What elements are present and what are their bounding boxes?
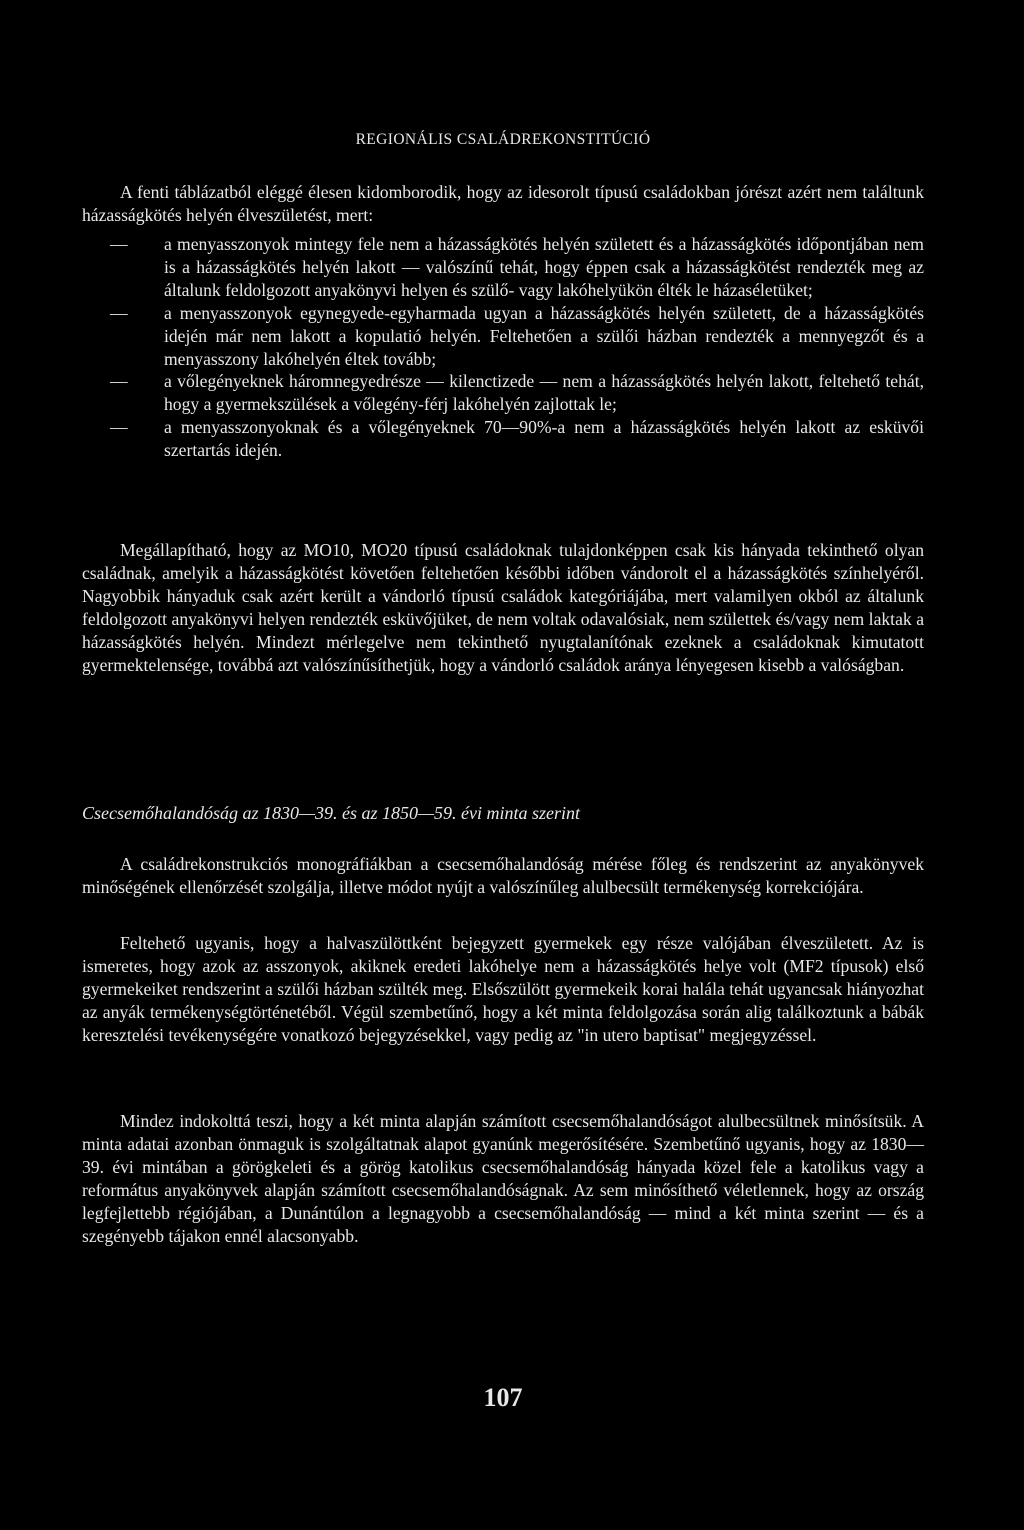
dash-bullet: — xyxy=(110,302,128,323)
list-item xyxy=(82,302,924,371)
intro-paragraph xyxy=(82,181,924,227)
inline-sentence: Feltehetően a szülői házban rendezték a mennyegzőt és a menyasszony lakóhelyén éltek tovább; xyxy=(164,325,925,369)
list-item xyxy=(82,233,924,302)
running-header: REGIONÁLIS CSALÁDREKONSTITÚCIÓ xyxy=(355,131,651,148)
paragraph-1: A családrekonstrukciós monográfiákban a csecsemőhalandóság mérése főleg és rendszerint az anyakönyvek minőségének ellenőrzését szolgálja, illetve módot nyújt a valószínűleg alulbecsült termékenység korrekciójára. xyxy=(82,854,924,897)
paragraph-megallapithato: Megállapítható, hogy az MO10, MO20 típusú családoknak tulajdonképpen csak kis hányada tekinthető olyan családnak, amelyik a házasságkötést követően feltehetően későbbi időben vándorolt el a házasságkötés színhelyéről. Nagyobbik hányaduk csak azért került a vándorló típusú családok kategóriájába, mert valamilyen okból az általunk feldolgozott anyakönyvi helyen rendezték esküvőjüket, de nem voltak odavalósiak, nem születtek és/vagy nem laktak a házasságkötés helyén. Mindezt mérlegelve nem tekinthető nyugtalanítónak ezeknek a családoknak kimutatott gyermektelensége, továbbá azt valószínűsíthetjük, hogy a vándorló családok aránya lényegesen kisebb a valóságban. xyxy=(82,540,924,675)
list-item-text: a menyasszonyok egynegyede-egyharmada ugyan a házasságkötés helyén született, de a házasságkötés idején már nem lakott a kopulatió helyén. xyxy=(164,302,924,346)
list-item-text: a menyasszonyoknak és a vőlegényeknek 70—90%-a nem a házasságkötés helyén lakott az esküvői szertartás idején. xyxy=(164,417,924,461)
list-item-text: a menyasszonyok mintegy fele nem a házasságkötés helyén született és a házasságkötés időpontjában nem is a házasságkötés helyén lakott — valószínű tehát, hogy éppen csak a házasságkötést rendezték meg az általunk feldolgozott anyakönyvi helyen és szülő- vagy lakóhelyükön élték le házaséletüket; xyxy=(164,234,924,300)
paragraph-3: Mindez indokolttá teszi, hogy a két minta alapján számított csecsemőhalandóságot alulbecsültnek minősítsük. A minta adatai azonban önmaguk is szolgáltatnak alapot gyanúnk megerősítésére. Szembetűnő ugyanis, hogy az 1830—39. évi mintában a görögkeleti és a görög katolikus csecsemőhalandóság hányada közel fele a katolikus vagy a református anyakönyvek alapján számított csecsemőhalandóságnak. Az sem minősíthető véletlennek, hogy az ország legfejlettebb régiójában, a Dunántúlon a legnagyobb a csecsemőhalandóság — mind a két minta szerint — és a szegényebb tájakon ennél alacsonyabb. xyxy=(82,1111,924,1246)
list-item xyxy=(82,416,924,462)
page-number: 107 xyxy=(483,1383,523,1412)
reasons-list xyxy=(82,233,924,462)
paragraph-2: Feltehető ugyanis, hogy a halvaszülöttként bejegyzett gyermekek egy része valójában élveszületett. Az is ismeretes, hogy azok az asszonyok, akiknek eredeti lakóhelye nem a házasságkötés helye volt (MF2 típusok) első gyermekeiket rendszerint a szülői házban szülték meg. Elsőszülött gyermekeik korai halála tehát ugyancsak hiányozhat az anyák termékenységtörténetéből. Végül szembetűnő, hogy a két minta feldolgozása során alig találkoztunk a bábák keresztelési tevékenységére vonatkozó bejegyzésekkel, vagy pedig az "in utero baptisat" megjegyzéssel. xyxy=(82,933,924,1045)
dash-bullet: — xyxy=(110,234,128,254)
section-title: Csecsemőhalandóság az 1830—39. és az 1850—59. évi minta szerint xyxy=(82,803,580,823)
list-item-text: a vőlegényeknek háromnegyedrésze — kilenctizede — nem a házasságkötés helyén lakott, feltehető tehát, hogy a gyermekszülések a vőlegény-férj lakóhelyén zajlottak le; xyxy=(164,371,924,415)
dash-bullet: — xyxy=(110,417,128,438)
dash-bullet: — xyxy=(110,371,128,392)
list-item xyxy=(82,370,924,416)
intro-text: A fenti táblázatból eléggé élesen kidomborodik, hogy az idesorolt típusú családokban jórészt azért nem találtunk házasságkötés helyén élveszületést, mert: xyxy=(82,182,924,225)
